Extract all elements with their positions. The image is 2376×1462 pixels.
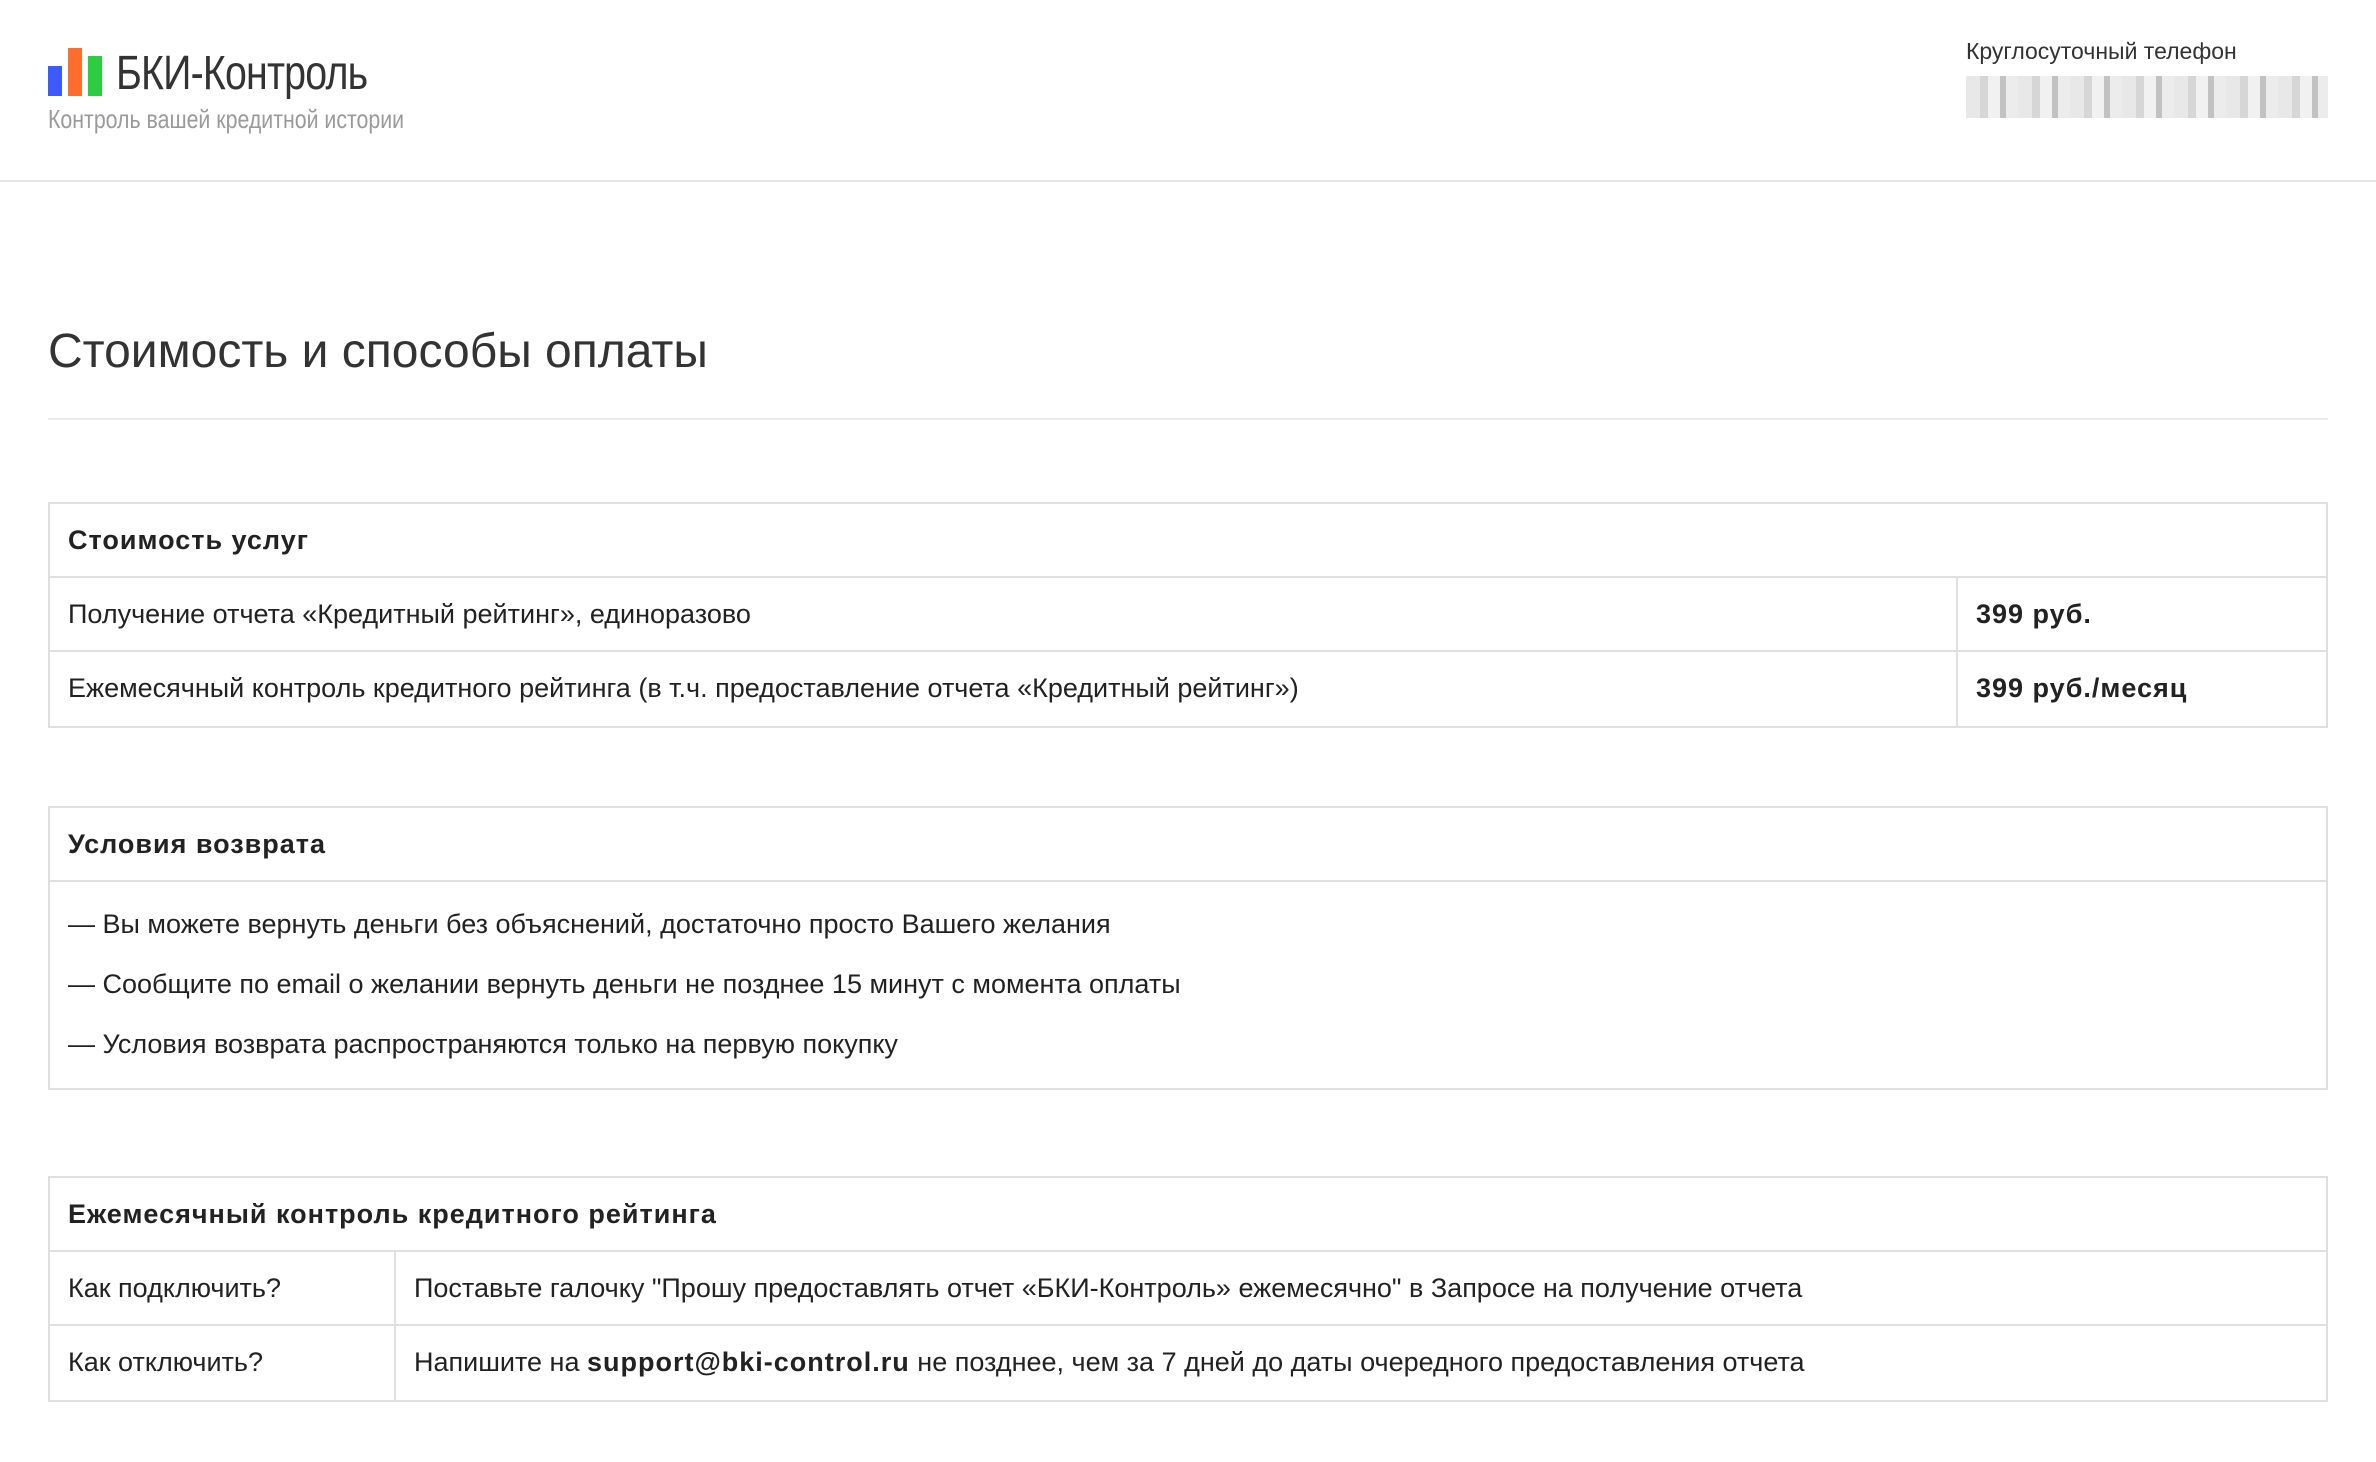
disconnect-answer-prefix: Напишите на <box>414 1347 587 1377</box>
connect-answer: Поставьте галочку "Прошу предоставлять отчет «БКИ-Контроль» ежемесячно" в Запросе на получение отчета <box>394 1252 2326 1324</box>
logo-bar-green <box>88 56 102 96</box>
phone-block <box>1966 36 2328 118</box>
refund-list <box>50 882 2326 1088</box>
pricing-table <box>48 502 2328 728</box>
list-item: — Вы можете вернуть деньги без объяснений, достаточно просто Вашего желания <box>68 909 1111 939</box>
logo-bar-orange <box>68 48 82 96</box>
support-email-link[interactable]: support@bki-control.ru <box>586 1347 910 1377</box>
title-divider <box>48 418 2328 420</box>
disconnect-question: Как отключить? <box>68 1347 263 1377</box>
table-row <box>50 652 2326 726</box>
logo-name: БКИ-Контроль <box>116 47 368 100</box>
table-row <box>50 1252 2326 1326</box>
phone-number-redacted[interactable] <box>1966 76 2328 118</box>
refund-conditions <box>48 806 2328 1090</box>
page-title: Стоимость и способы оплаты <box>48 325 708 378</box>
pricing-table-title: Стоимость услуг <box>50 504 2326 578</box>
service-price: 399 руб. <box>1956 578 2326 650</box>
service-name: Ежемесячный контроль кредитного рейтинга (в т.ч. предоставление отчета «Кредитный рейтинг») <box>68 673 1299 703</box>
monthly-control-table <box>48 1176 2328 1402</box>
logo-bar-blue <box>48 66 62 96</box>
phone-label: Круглосуточный телефон <box>1966 38 2237 64</box>
table-row <box>50 578 2326 652</box>
monthly-title: Ежемесячный контроль кредитного рейтинга <box>50 1178 2326 1252</box>
list-item: — Сообщите по email о желании вернуть деньги не позднее 15 минут с момента оплаты <box>68 969 1181 999</box>
table-row <box>50 1326 2326 1400</box>
disconnect-answer <box>394 1326 2326 1400</box>
refund-title: Условия возврата <box>50 808 2326 882</box>
connect-question: Как подключить? <box>68 1273 281 1303</box>
logo-tagline: Контроль вашей кредитной истории <box>48 104 405 134</box>
logo-bars-icon <box>48 44 104 96</box>
service-name: Получение отчета «Кредитный рейтинг», единоразово <box>68 599 751 629</box>
disconnect-answer-suffix: не позднее, чем за 7 дней до даты очередного предоставления отчета <box>909 1347 1805 1377</box>
site-header <box>0 0 2376 182</box>
service-price: 399 руб./месяц <box>1956 652 2326 726</box>
list-item: — Условия возврата распространяются только на первую покупку <box>68 1029 898 1059</box>
